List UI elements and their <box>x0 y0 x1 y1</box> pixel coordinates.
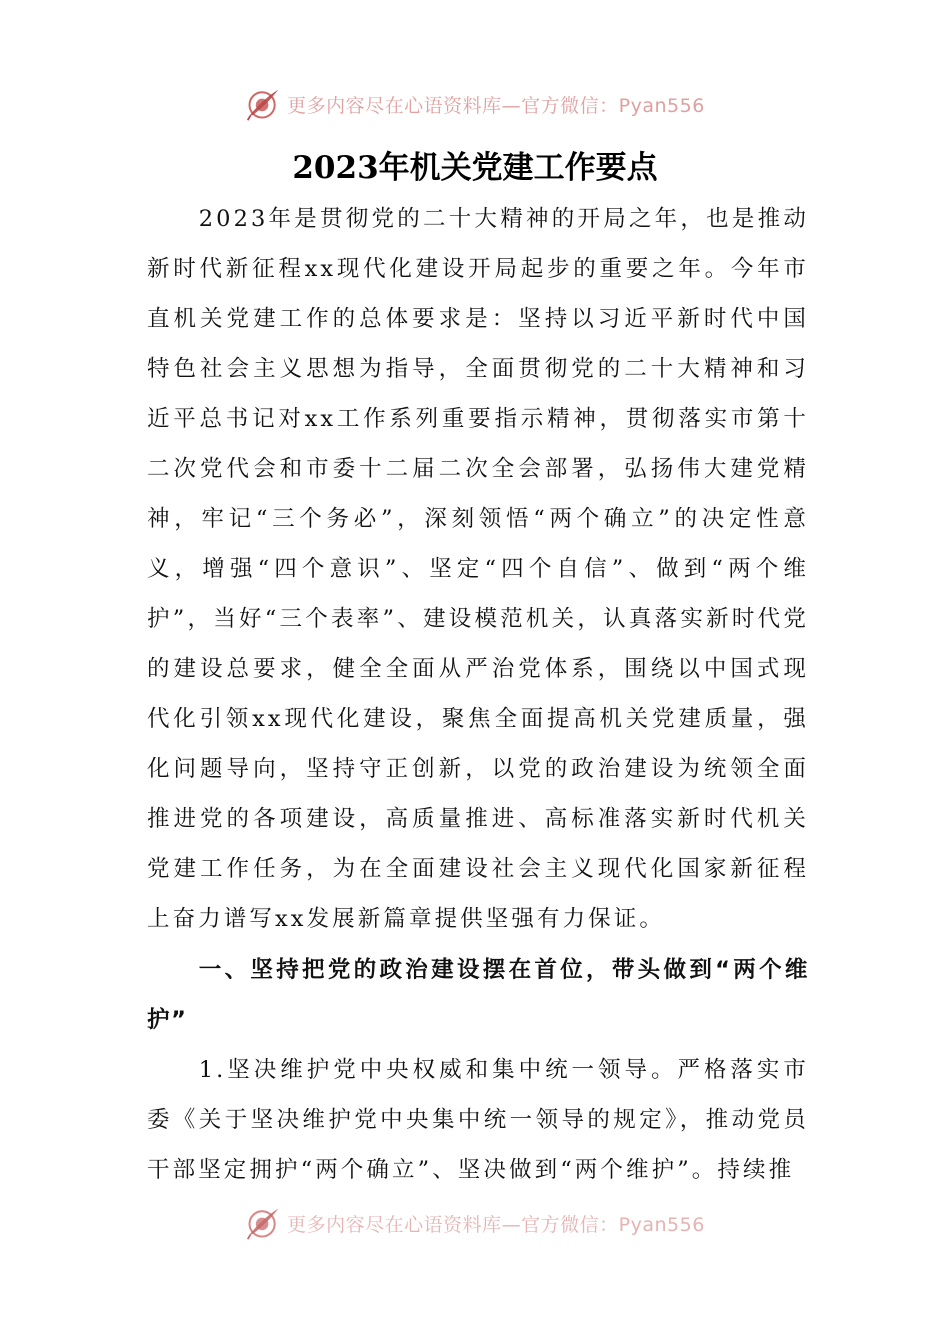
document-body <box>147 194 809 1195</box>
feather-pen-logo-icon <box>245 86 281 122</box>
feather-pen-logo-icon <box>245 1205 281 1241</box>
document-title: 2023年机关党建工作要点 <box>292 150 658 186</box>
section-heading: 一、坚持把党的政治建设摆在首位，带头做到“两个维护” <box>147 957 809 1033</box>
watermark-text: 更多内容尽在心语资料库—官方微信：Pyan556 <box>287 94 705 117</box>
watermark-text: 更多内容尽在心语资料库—官方微信：Pyan556 <box>287 1213 705 1236</box>
footer-watermark <box>0 1203 950 1243</box>
item-paragraph: 1.坚决维护党中央权威和集中统一领导。严格落实市委《关于坚决维护党中央集中统一领导的规定》，推动党员干部坚定拥护“两个确立”、坚决做到“两个维护”。持续推 <box>147 1057 809 1183</box>
header-watermark <box>0 84 950 124</box>
intro-paragraph: 2023年是贯彻党的二十大精神的开局之年，也是推动新时代新征程xx现代化建设开局起步的重要之年。今年市直机关党建工作的总体要求是：坚持以习近平新时代中国特色社会主义思想为指导，全面贯彻党的二十大精神和习近平总书记对xx工作系列重要指示精神，贯彻落实市第十二次党代会和市委十二届二次全会部署，弘扬伟大建党精神，牢记“三个务必”，深刻领悟“两个确立”的决定性意义，增强“四个意识”、坚定“四个自信”、做到“两个维护”，当好“三个表率”、建设模范机关，认真落实新时代党的建设总要求，健全全面从严治党体系，围绕以中国式现代化引领xx现代化建设，聚焦全面提高机关党建质量，强化问题导向，坚持守正创新，以党的政治建设为统领全面推进党的各项建设，高质量推进、高标准落实新时代机关党建工作任务，为在全面建设社会主义现代化国家新征程上奋力谱写xx发展新篇章提供坚强有力保证。 <box>147 206 809 932</box>
